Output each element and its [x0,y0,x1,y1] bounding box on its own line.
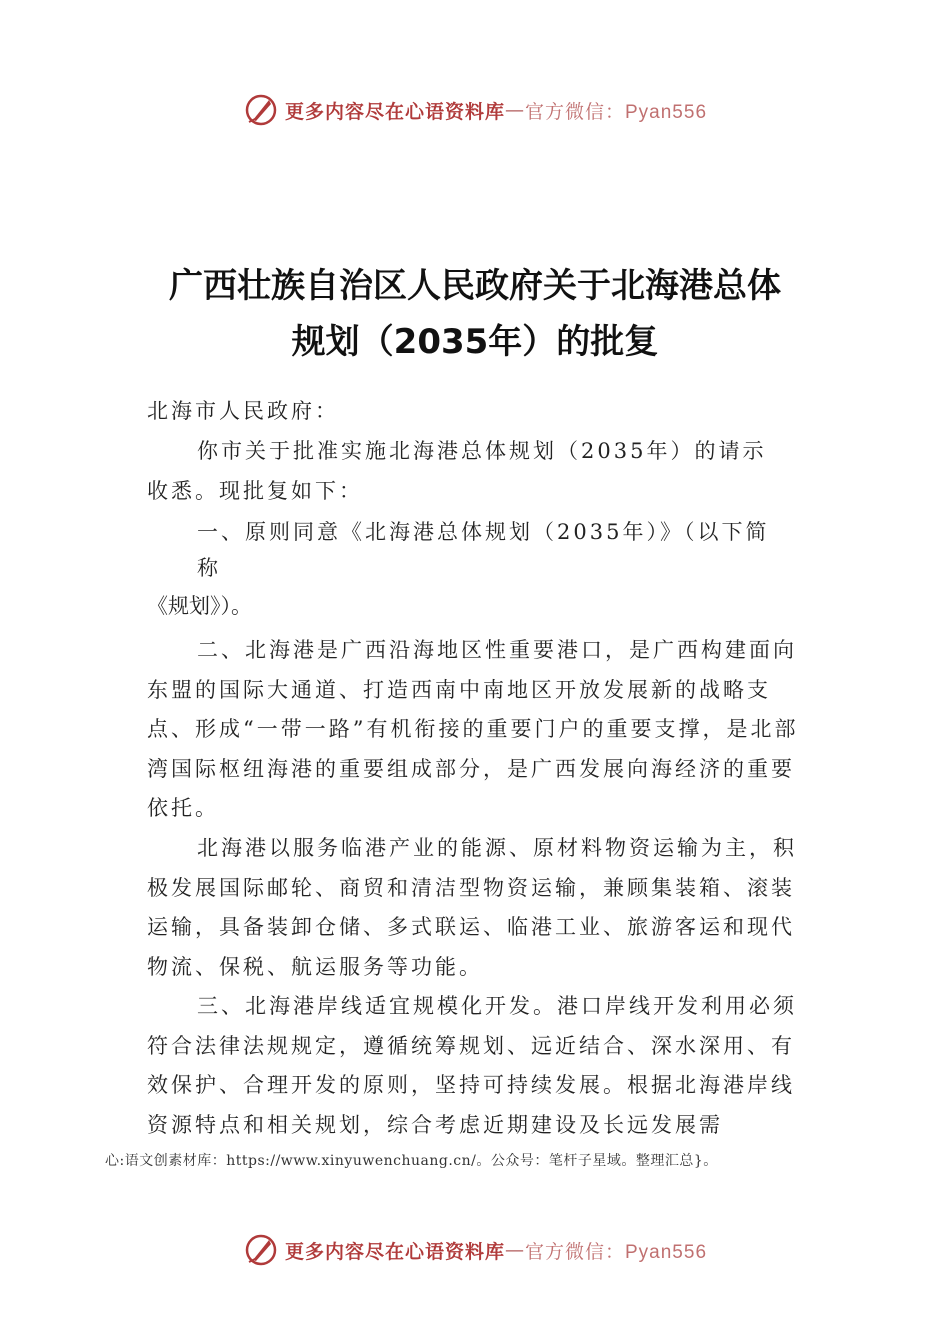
paragraph-3 [147,631,813,829]
footer-banner-wechat: 官方微信：Pyan556 [525,1241,708,1263]
banner-text: 更多内容尽在心语资料库 [284,100,505,123]
paragraph-2-line-2: 称 [197,555,221,580]
paragraph-1-line-2: 收悉。现批复如下： [147,478,363,503]
salutation: 北海市人民政府： [147,399,339,423]
footer-banner-text: 更多内容尽在心语资料库 [284,1240,505,1263]
paragraph-3-text: 二、北海港是广西沿海地区性重要港口，是广西构建面向东盟的国际大通道、打造西南中南地区开放发展新的战略支点、形成“一带一路”有机衔接的重要门户的重要支撑，是北部湾国际枢纽海港的重要组成部分，是广西发展向海经济的重要依托。 [147,638,799,820]
header-banner [0,92,950,128]
salutation-block [147,392,813,432]
paragraph-1-line-1: 你市关于批准实施北海港总体规划（2035年）的请示 [197,439,767,463]
paragraph-2-line-3: 《规划》）。 [147,593,252,618]
banner-wechat: 官方微信：Pyan556 [525,101,708,123]
paragraph-1 [147,432,813,511]
paragraph-4 [147,829,813,987]
footer-banner-separator: — [505,1239,525,1261]
paragraph-5-text: 三、北海港岸线适宜规模化开发。港口岸线开发利用必须符合法律法规规定，遵循统筹规划、远近结合、深水深用、有效保护、合理开发的原则，坚持可持续发展。根据北海港岸线资源特点和相关规划，综合考虑近期建设及长远发展需 [147,994,797,1137]
banner-separator: — [505,99,525,121]
paragraph-4-text: 北海港以服务临港产业的能源、原材料物资运输为主，积极发展国际邮轮、商贸和清洁型物资运输，兼顾集装箱、滚装运输，具备装卸仓储、多式联运、临港工业、旅游客运和现代物流、保税、航运服务等功能。 [147,836,797,979]
title-line-2: 规划（2035年）的批复 [291,322,659,362]
paragraph-5 [147,987,813,1147]
footer-banner [0,1232,950,1268]
source-note: 心:语文创素材库：https://www.xinyuwenchuang.cn/。公众号：笔杆子星域。整理汇总}。 [105,1153,718,1169]
paragraph-2-line-1: 一、原则同意《北海港总体规划（2035年）》（以下简 [197,520,770,544]
quill-pen-logo-icon [243,1232,279,1268]
title-line-1: 广西壮族自治区人民政府关于北海港总体 [169,266,781,306]
paragraph-2 [147,513,813,626]
document-title [0,258,950,370]
quill-pen-logo-icon [243,92,279,128]
